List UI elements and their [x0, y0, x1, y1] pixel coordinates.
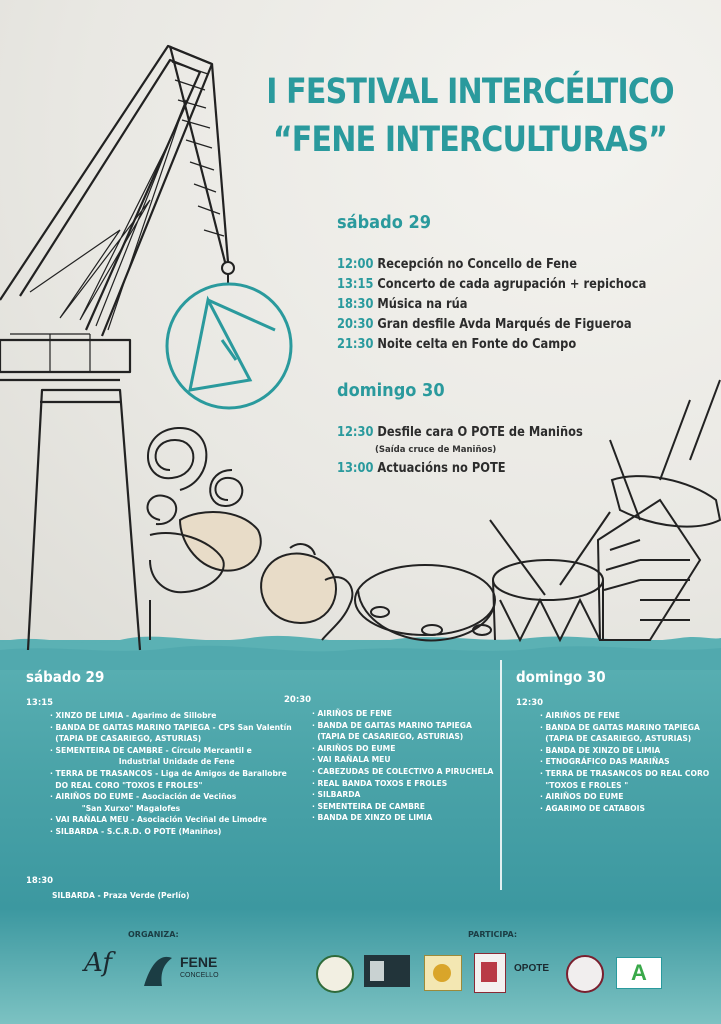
af-logo-text: Af — [84, 948, 112, 978]
concello-fene-logo — [142, 948, 222, 992]
participant-item: "TOXOS E FROLES " — [540, 780, 629, 790]
participant-item: · SILBARDA — [312, 790, 361, 800]
schedule-time: 21:30 — [337, 337, 374, 352]
bottom-saturday-heading: sábado 29 — [26, 668, 105, 686]
schedule-row — [337, 277, 671, 297]
schedule-event: Recepción no Concello de Fene — [377, 257, 577, 272]
participant-item: · BANDA DE GAITAS MARINO TAPIEGA — [312, 720, 472, 730]
participant-logo-3 — [424, 955, 462, 991]
schedule-time: 12:30 — [337, 425, 374, 440]
participant-item: · TERRA DE TRASANCOS DO REAL CORO — [540, 768, 710, 778]
schedule-event: Gran desfile Avda Marqués de Figueroa — [377, 317, 632, 332]
schedule-event: Actuacións no POTE — [377, 461, 506, 476]
organiza-label: ORGANIZA: — [128, 930, 179, 939]
fene-logo-text: FENE — [180, 954, 218, 970]
participant-item: · TERRA DE TRASANCOS - Liga de Amigos de Barallobre — [50, 768, 287, 778]
a-logo-text: A — [631, 960, 647, 985]
schedule-time: 20:30 — [337, 317, 374, 332]
schedule-time: 18:30 — [337, 297, 374, 312]
sunday-schedule — [337, 425, 717, 481]
participant-logo-4 — [474, 953, 506, 993]
participant-item: · AGARIMO DE CATABOIS — [540, 803, 645, 813]
fene-wave-icon — [142, 950, 182, 990]
festival-title-line-2: “FENE INTERCULTURAS” — [272, 120, 668, 160]
participant-item: · VAI RAÑALA MEU - Asociación Veciñal de Limodre — [50, 815, 267, 825]
participant-item: · ETNOGRÁFICO DAS MARIÑAS — [540, 757, 670, 767]
participant-item: DO REAL CORO "TOXOS E FROLES" — [50, 780, 203, 790]
participant-item: (TAPIA DE CASARIEGO, ASTURIAS) — [312, 732, 464, 742]
schedule-row — [337, 461, 671, 481]
schedule-row — [337, 317, 671, 337]
participant-item: · CABEZUDAS DE COLECTIVO A PIRUCHELA — [312, 766, 494, 776]
participant-item: · AIRIÑOS DO EUME - Asociación de Veciños — [50, 792, 237, 802]
participant-item: SILBARDA - Praza Verde (Perlío) — [52, 891, 190, 900]
participa-label: PARTICIPA: — [468, 930, 518, 939]
opote-logo — [514, 953, 552, 991]
a-logo — [616, 957, 662, 989]
participant-item: · VAI RAÑALA MEU — [312, 755, 391, 765]
schedule-event: Desfile cara O POTE de Maniños — [377, 425, 583, 440]
time-label: 12:30 — [516, 698, 544, 708]
participant-item: · SEMENTEIRA DE CAMBRE - Círculo Mercantil e — [50, 745, 252, 755]
participant-item: · BANDA DE GAITAS MARINO TAPIEGA — [540, 722, 700, 732]
participant-item: · AIRIÑOS DO EUME — [540, 792, 624, 802]
schedule-event: Concerto de cada agrupación + repichoca — [377, 277, 647, 292]
participant-list-sun-1230 — [540, 710, 718, 814]
participant-item: · XINZO DE LIMIA - Agarimo de Sillobre — [50, 711, 217, 720]
fene-logo-sub: CONCELLO — [180, 972, 219, 979]
participant-list-sat-1315 — [50, 710, 304, 838]
schedule-note: (Saída cruce de Maniños) — [375, 445, 497, 455]
participant-item: · SILBARDA - S.C.R.D. O POTE (Maniños) — [50, 826, 222, 836]
time-label: 13:15 — [26, 698, 54, 708]
festival-emblem-icon — [167, 284, 291, 408]
participant-logo-1 — [316, 955, 354, 993]
participant-item: (TAPIA DE CASARIEGO, ASTURIAS) — [540, 734, 692, 744]
bottom-sunday-heading: domingo 30 — [516, 668, 606, 686]
schedule-event: Música na rúa — [377, 297, 468, 312]
participant-logo-2 — [364, 955, 410, 987]
participant-item: · BANDA DE XINZO DE LIMIA — [312, 813, 433, 823]
participant-list-sat-1830 — [52, 890, 197, 902]
schedule-row — [337, 257, 671, 277]
participant-item: "San Xurxo" Magalofes — [50, 803, 181, 813]
participant-item: Industrial Unidade de Fene — [50, 757, 235, 767]
opote-logo-text: OPOTE — [514, 963, 550, 974]
participant-item: · BANDA DE GAITAS MARINO TAPIEGA - CPS San Valentín — [50, 722, 292, 732]
schedule-time: 12:00 — [337, 257, 374, 272]
festival-title-line-1: I FESTIVAL INTERCÉLTICO — [266, 72, 674, 112]
participant-logo-6 — [566, 955, 604, 993]
schedule-time: 13:00 — [337, 461, 374, 476]
saturday-schedule — [337, 257, 717, 357]
schedule-event: Noite celta en Fonte do Campo — [377, 337, 577, 352]
time-label: 18:30 — [26, 876, 54, 886]
participant-item: · BANDA DE XINZO DE LIMIA — [540, 745, 661, 755]
participant-item: · AIRIÑOS DO EUME — [312, 743, 396, 753]
sunday-heading: domingo 30 — [337, 380, 445, 401]
schedule-row — [337, 337, 671, 357]
participant-item: · SEMENTEIRA DE CAMBRE — [312, 801, 425, 811]
af-logo — [78, 948, 118, 992]
saturday-heading: sábado 29 — [337, 212, 432, 233]
schedule-row — [337, 297, 671, 317]
participant-item: (TAPIA DE CASARIEGO, ASTURIAS) — [50, 734, 202, 744]
participant-list-sat-2030 — [312, 708, 503, 824]
schedule-time: 13:15 — [337, 277, 374, 292]
time-label: 20:30 — [284, 695, 312, 705]
participant-item: · AIRIÑOS DE FENE — [540, 711, 620, 720]
participant-item: · AIRIÑOS DE FENE — [312, 709, 392, 718]
schedule-row — [337, 425, 671, 445]
participant-item: · REAL BANDA TOXOS E FROLES — [312, 778, 448, 788]
